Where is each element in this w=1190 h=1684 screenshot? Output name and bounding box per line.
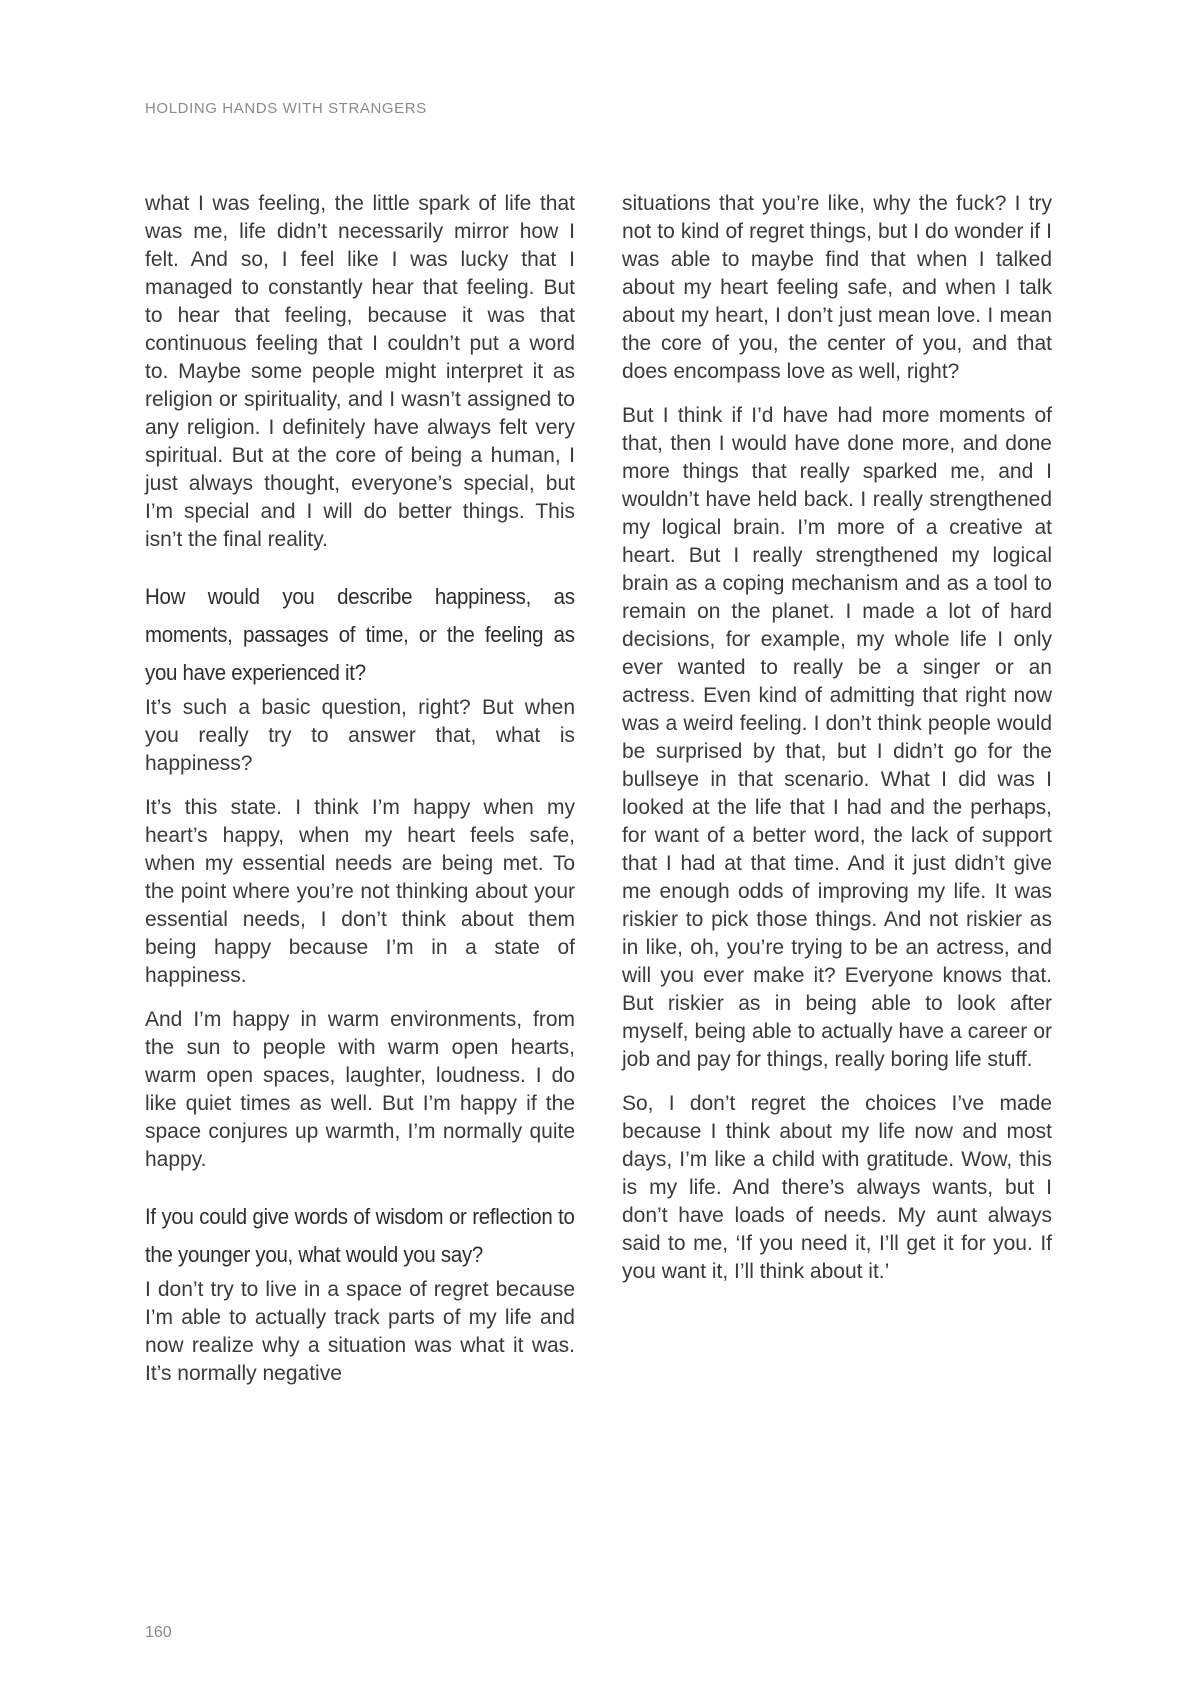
left-column <box>145 190 575 1404</box>
body-paragraph: But I think if I’d have had more moments of that, then I would have done more, and done more things that really sparked me, and I wouldn’t have held back. I really strengthened my logical brain. I’m more of a creative at heart. But I really strengthened my logical brain as a coping mechanism and as a tool to remain on the planet. I made a lot of hard decisions, for example, my whole life I only ever wanted to really be a singer or an actress. Even kind of admitting that right now was a weird feeling. I don’t think people would be surprised by that, but I didn’t go for the bullseye in that scenario. What I did was I looked at the life that I had and the perhaps, for want of a better word, the lack of support that I had at that time. And it just didn’t give me enough odds of improving my life. It was riskier to pick those things. And not riskier as in like, oh, you’re trying to be an actress, and will you ever make it? Everyone knows that. But riskier as in being able to look after myself, being able to actually have a career or job and pay for things, really boring life stuff. <box>622 404 1052 1071</box>
body-paragraph: It’s such a basic question, right? But when you really try to answer that, what is happiness? <box>145 696 575 775</box>
body-paragraph: situations that you’re like, why the fuck? I try not to kind of regret things, but I do wonder if I was able to maybe find that when I talked about my heart feeling safe, and when I talk about my heart, I don’t just mean love. I mean the core of you, the center of you, and that does encompass love as well, right? <box>622 192 1052 383</box>
interview-question: How would you describe happiness, as moments, passages of time, or the feeling as you have experienced it? <box>145 584 575 685</box>
body-paragraph: what I was feeling, the little spark of life that was me, life didn’t necessarily mirror how I felt. And so, I feel like I was lucky that I managed to constantly hear that feeling. But to hear that feeling, because it was that continuous feeling that I couldn’t put a word to. Maybe some people might interpret it as religion or spirituality, and I wasn’t assigned to any religion. I definitely have always felt very spiritual. But at the core of being a human, I just always thought, everyone’s special, but I’m special and I will do better things. This isn’t the final reality. <box>145 192 575 551</box>
page-number: 160 <box>145 1624 172 1641</box>
right-column <box>622 190 1052 1302</box>
running-header: HOLDING HANDS WITH STRANGERS <box>145 100 427 117</box>
interview-question: If you could give words of wisdom or reflection to the younger you, what would you say? <box>145 1204 575 1267</box>
body-paragraph: It’s this state. I think I’m happy when my heart’s happy, when my heart feels safe, when my essential needs are being met. To the point where you’re not thinking about your essential needs, I don’t think about them being happy because I’m in a state of happiness. <box>145 796 575 987</box>
body-paragraph: And I’m happy in warm environments, from the sun to people with warm open hearts, warm open spaces, laughter, loudness. I do like quiet times as well. But I’m happy if the space conjures up warmth, I’m normally quite happy. <box>145 1008 575 1171</box>
body-paragraph: I don’t try to live in a space of regret because I’m able to actually track parts of my life and now realize why a situation was what it was. It’s normally negative <box>145 1278 575 1385</box>
body-paragraph: So, I don’t regret the choices I’ve made because I think about my life now and most days, I’m like a child with gratitude. Wow, this is my life. And there’s always wants, but I don’t have loads of needs. My aunt always said to me, ‘If you need it, I’ll get it for you. If you want it, I’ll think about it.’ <box>622 1092 1052 1283</box>
